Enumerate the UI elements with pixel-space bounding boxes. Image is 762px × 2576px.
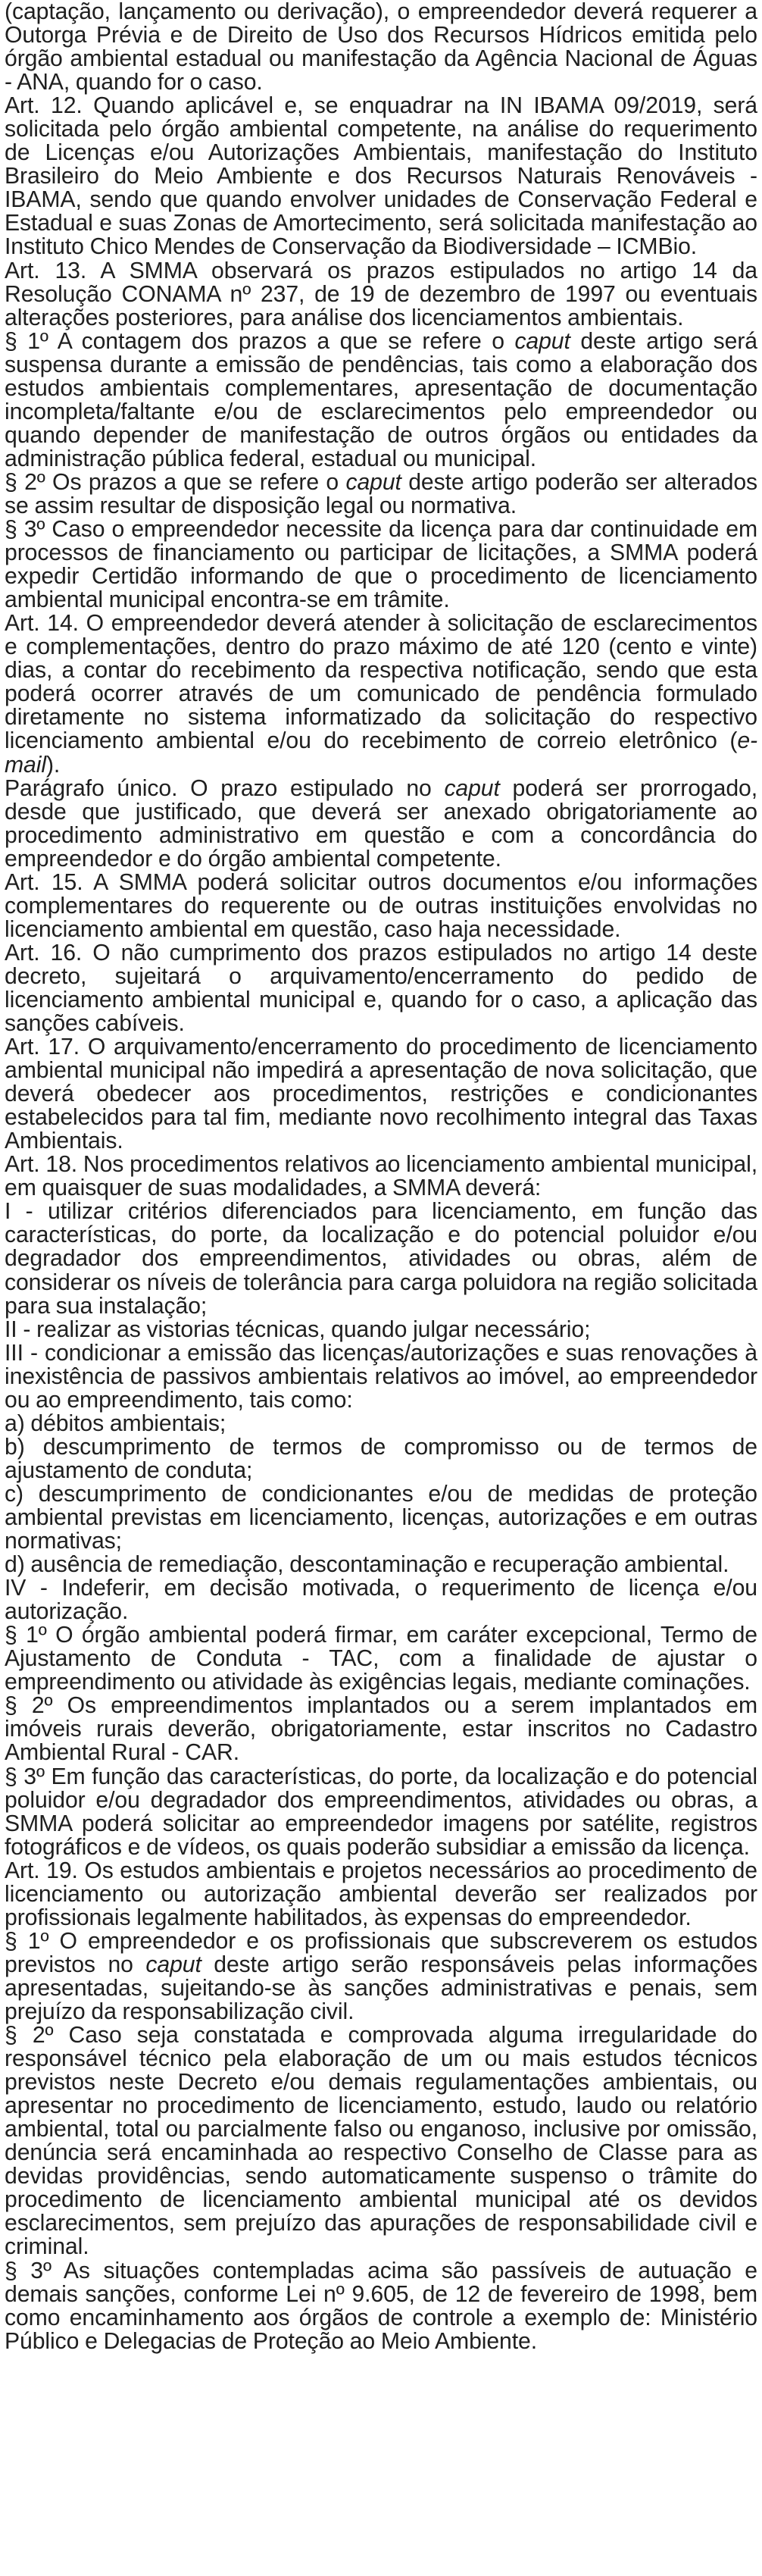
article-19-paragraph-1 bbox=[5, 1930, 757, 2024]
italic-term: e-mail bbox=[5, 728, 757, 778]
text-segment: § 2º Os prazos a que se refere o bbox=[5, 469, 346, 495]
article-19-paragraph-2: § 2º Caso seja constatada e comprovada alguma irregularidade do responsável técnico pela elaboração de um ou mais estudos técnicos previstos neste Decreto e/ou demais regulamentações ambientais, ou apresentar no procedimento de licenciamento, estudo, laudo ou relatório ambiental, total ou parcialmente falso ou enganoso, inclusive por omissão, denúncia será encaminhada ao respectivo Conselho de Classe para as devidas providências, sendo automaticamente suspenso o trâmite do procedimento de licenciamento ambiental municipal até os devidos esclarecimentos, sem prejuízo das apurações de responsabilidade civil e criminal. bbox=[5, 2023, 757, 2260]
article-18-item-3: III - condicionar a emissão das licenças/autorizações e suas renovações à inexistência de passivos ambientais relativos ao imóvel, ao empreendedor ou ao empreendimento, tais como: bbox=[5, 1340, 757, 1413]
article-17: Art. 17. O arquivamento/encerramento do procedimento de licenciamento ambiental municipal não impedirá a apresentação de nova solicitação, que deverá obedecer aos procedimentos, restrições e condicionantes estabelecidos para tal fim, mediante novo recolhimento integral das Taxas Ambientais. bbox=[5, 1034, 757, 1154]
text-segment: poderá ser prorrogado, desde que justificado, que deverá ser anexado obrigatoriamente ao procedimento administrativo em questão e com a concordância do empreendedor e do órgão ambiental competente. bbox=[5, 775, 757, 872]
article-18-paragraph-2: § 2º Os empreendimentos implantados ou a serem implantados em imóveis rurais deverão, obrigatoriamente, estar inscritos no Cadastro Ambiental Rural - CAR. bbox=[5, 1693, 757, 1766]
text-segment: § 1º A contagem dos prazos a que se refere o bbox=[5, 328, 515, 354]
article-18-paragraph-1: § 1º O órgão ambiental poderá firmar, em caráter excepcional, Termo de Ajustamento de Conduta - TAC, com a finalidade de ajustar o empreendimento ou atividade às exigências legais, mediante cominações. bbox=[5, 1623, 757, 1695]
text-segment: deste artigo poderão ser alterados se assim resultar de disposição legal ou normativa. bbox=[5, 469, 758, 518]
italic-term: caput bbox=[444, 775, 500, 801]
article-19: Art. 19. Os estudos ambientais e projetos necessários ao procedimento de licenciamento ou autorização ambiental deverão ser realizados por profissionais legalmente habilitados, às expensas do empreendedor. bbox=[5, 1858, 757, 1930]
paragraph-continuation: (captação, lançamento ou derivação), o empreendedor deverá requerer a Outorga Prévia e de Direito de Uso dos Recursos Hídricos emitida pelo órgão ambiental estadual ou manifestação da Agência Nacional de Águas - ANA, quando for o caso. bbox=[5, 0, 757, 95]
article-13: Art. 13. A SMMA observará os prazos estipulados no artigo 14 da Resolução CONAMA nº 237, de 19 de dezembro de 1997 ou eventuais alterações posteriores, para análise dos licenciamentos ambientais. bbox=[5, 258, 757, 330]
text-segment: Parágrafo único. O prazo estipulado no bbox=[5, 775, 445, 801]
article-18-item-3-d: d) ausência de remediação, descontaminação e recuperação ambiental. bbox=[5, 1552, 729, 1578]
article-18-paragraph-3: § 3º Em função das características, do porte, da localização e do potencial poluidor e/ou degradador dos empreendimentos, atividades ou obras, a SMMA poderá solicitar ao empreendedor imagens por satélite, registros fotográficos e de vídeos, os quais poderão subsidiar a emissão da licença. bbox=[5, 1764, 757, 1860]
text-segment: ). bbox=[45, 752, 61, 778]
italic-term: caput bbox=[145, 1952, 201, 1977]
article-18-item-4: IV - Indeferir, em decisão motivada, o requerimento de licença e/ou autorização. bbox=[5, 1576, 757, 1625]
article-13-paragraph-2 bbox=[5, 471, 757, 518]
article-18: Art. 18. Nos procedimentos relativos ao licenciamento ambiental municipal, em quaisquer de suas modalidades, a SMMA deverá: bbox=[5, 1152, 757, 1201]
article-18-item-3-b: b) descumprimento de termos de compromisso ou de termos de ajustamento de conduta; bbox=[5, 1434, 757, 1483]
text-segment: Art. 14. O empreendedor deverá atender à solicitação de esclarecimentos e complementações, dentro do prazo máximo de até 120 (cento e vinte) dias, a contar do recebimento da respectiva notificação, sendo que esta poderá ocorrer através de um comunicado de pendência formulado diretamente no sistema informatizado da solicitação do respectivo licenciamento ambiental e/ou do recebimento de correio eletrônico ( bbox=[5, 611, 757, 754]
article-14-sole-paragraph bbox=[5, 777, 757, 871]
article-19-paragraph-3: § 3º As situações contempladas acima são passíveis de autuação e demais sanções, conforme Lei nº 9.605, de 12 de fevereiro de 1998, bem como encaminhamento aos órgãos de controle a exemplo de: Ministério Público e Delegacias de Proteção ao Meio Ambiente. bbox=[5, 2258, 757, 2354]
text-segment: deste artigo serão responsáveis pelas informações apresentadas, sujeitando-se às sanções administrativas e penais, sem prejuízo da responsabilização civil. bbox=[5, 1952, 757, 2024]
article-16: Art. 16. O não cumprimento dos prazos estipulados no artigo 14 deste decreto, sujeitará o arquivamento/encerramento do pedido de licenciamento ambiental municipal e, quando for o caso, a aplicação das sanções cabíveis. bbox=[5, 940, 757, 1037]
article-13-paragraph-1 bbox=[5, 330, 757, 471]
article-18-item-2: II - realizar as vistorias técnicas, quando julgar necessário; bbox=[5, 1316, 591, 1342]
italic-term: caput bbox=[514, 328, 570, 354]
article-18-item-1: I - utilizar critérios diferenciados para licenciamento, em função das características, do porte, da localização e do potencial poluidor e/ou degradador dos empreendimentos, atividades ou obras, além de considerar os níveis de tolerância para carga poluidora na região solicitada para sua instalação; bbox=[5, 1199, 757, 1319]
article-18-item-3-c: c) descumprimento de condicionantes e/ou de medidas de proteção ambiental previstas em licenciamento, licenças, autorizações e em outras normativas; bbox=[5, 1481, 757, 1554]
text-segment: deste artigo será suspensa durante a emissão de pendências, tais como a elaboração dos estudos ambientais complementares, apresentação de documentação incompleta/faltante e/ou de esclarecimentos pelo empreendedor ou quando depender de manifestação de outros órgãos ou entidades da administração pública federal, estadual ou municipal. bbox=[5, 328, 757, 471]
article-14 bbox=[5, 612, 757, 776]
italic-term: caput bbox=[345, 469, 401, 495]
article-12: Art. 12. Quando aplicável e, se enquadrar na IN IBAMA 09/2019, será solicitada pelo órgão ambiental competente, na análise do requerimento de Licenças e/ou Autorizações Ambientais, manifestação do Instituto Brasileiro do Meio Ambiente e dos Recursos Naturais Renováveis - IBAMA, sendo que quando envolver unidades de Conservação Federal e Estadual e suas Zonas de Amortecimento, será solicitada manifestação ao Instituto Chico Mendes de Conservação da Biodiversidade – ICMBio. bbox=[5, 93, 757, 260]
article-15: Art. 15. A SMMA poderá solicitar outros documentos e/ou informações complementares do requerente ou de outras instituições envolvidas no licenciamento ambiental em questão, caso haja necessidade. bbox=[5, 869, 757, 942]
text-segment: § 1º O empreendedor e os profissionais que subscreverem os estudos previstos no bbox=[5, 1928, 757, 1977]
article-13-paragraph-3: § 3º Caso o empreendedor necessite da licença para dar continuidade em processos de financiamento ou participar de licitações, a SMMA poderá expedir Certidão informando de que o procedimento de licenciamento ambiental municipal encontra-se em trâmite. bbox=[5, 517, 757, 613]
article-18-item-3-a: a) débitos ambientais; bbox=[5, 1410, 226, 1436]
